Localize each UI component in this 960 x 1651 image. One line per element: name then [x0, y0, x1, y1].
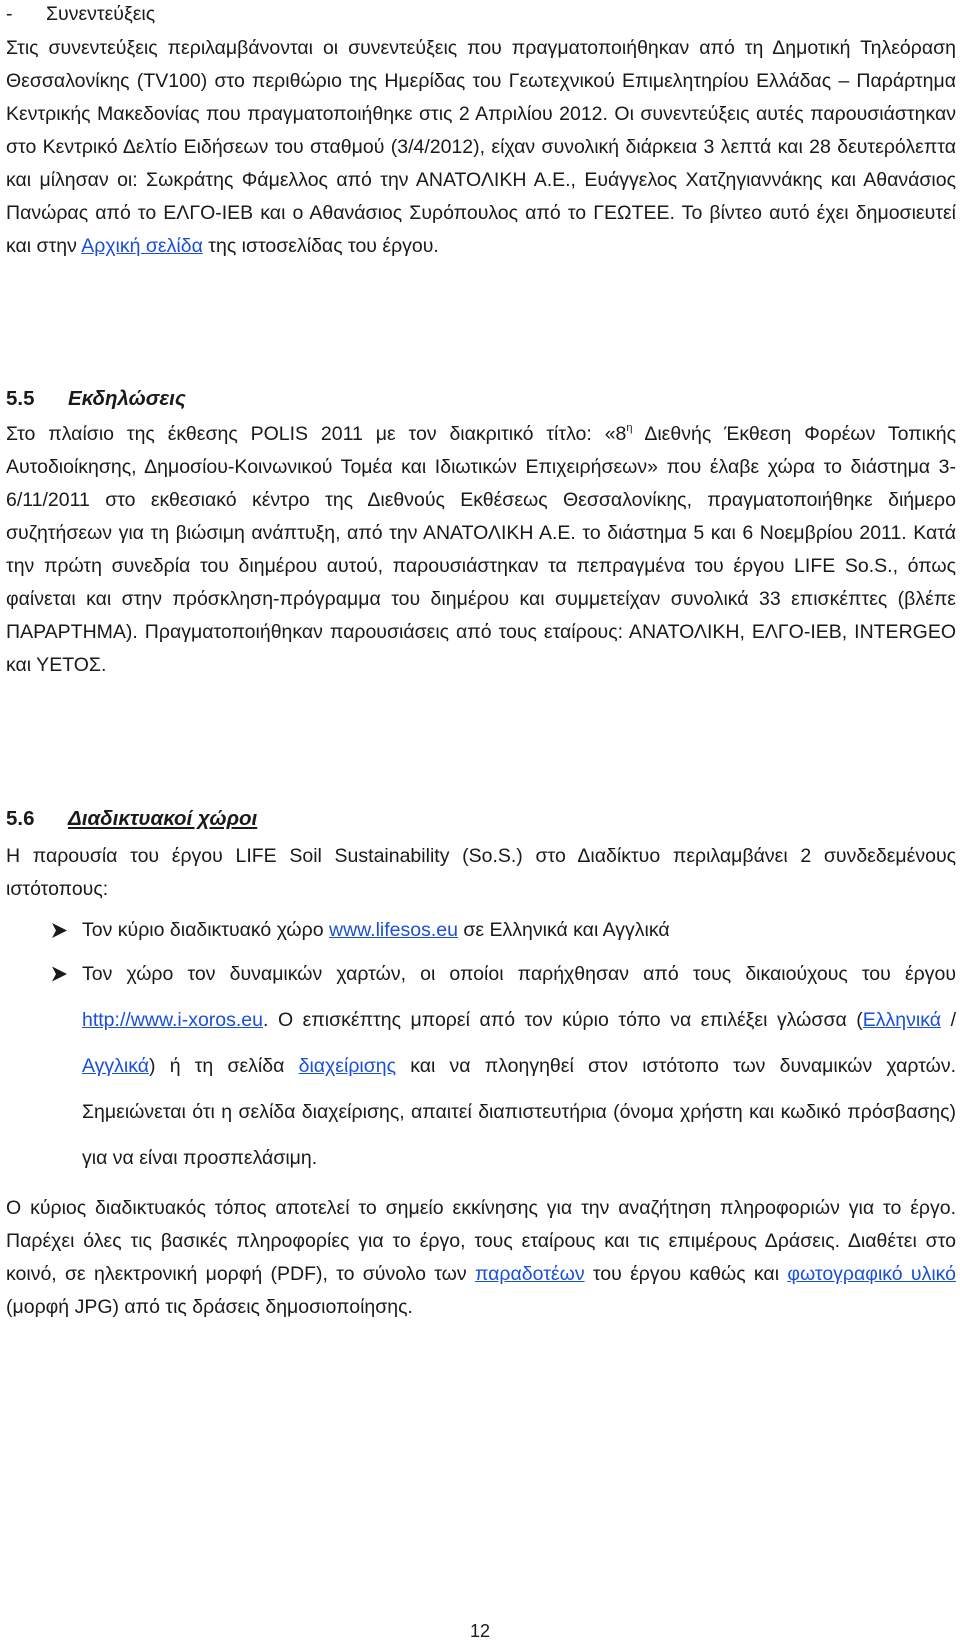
events-text-b: Διεθνής Έκθεση Φορέων Τοπικής Αυτοδιοίκησης, Δημοσίου-Κοινωνικού Τομέα και Ιδιωτικών Επιχειρήσεων» που έλαβε χώρα το διάστημα 3-6/11/2011 στο εκθεσιακό κέντρο της Διεθνούς Εκθέσεως Θεσσαλονίκης, πραγματοποιήθηκε διήμερο συζητήσεων για τη βιώσιμη ανάπτυξη, από την ΑΝΑΤΟΛΙΚΗ Α.Ε. το διάστημα 5 και 6 Νοεμβρίου 2011. Κατά την πρώτη συνεδρία του διημέρου αυτού, παρουσιάστηκαν τα πεπραγμένα του έργου LIFE So.S., όπως φαίνεται και στην πρόσκληση-πρόγραμμα του διημέρου και συμμετείχαν συνολικά 33 επισκέπτες (βλέπε ΠΑΡΑΡΤΗΜΑ). Πραγματοποιήθηκαν παρουσιάσεις από τους εταίρους: ΑΝΑΤΟΛΙΚΗ, ΕΛΓΟ-ΙΕΒ, INTERGEO και ΥΕΤΟΣ. [6, 423, 957, 676]
deliverables-link[interactable]: παραδοτέων [474, 1263, 585, 1285]
arrowhead-bullet-icon [50, 914, 74, 947]
main-site-paragraph [6, 1192, 956, 1324]
section-5-5-number: 5.5 [6, 387, 35, 410]
section-5-6-heading [6, 802, 956, 836]
section-5-6-title: Διαδικτυακοί χώροι [68, 807, 258, 830]
events-paragraph [6, 418, 956, 682]
language-separator: / [950, 1009, 956, 1031]
bullet-2-text-c: ) ή τη σελίδα [149, 1055, 285, 1077]
lifesos-link[interactable]: www.lifesos.eu [329, 919, 458, 941]
bullet-2-text-a: Τον χώρο τον δυναμικών χαρτών, οι οποίοι παρήχθησαν από τους δικαιούχους του έργου [82, 963, 956, 985]
closing-text-a: Ο κύριος διαδικτυακός τόπος αποτελεί το σημείο εκκίνησης για την αναζήτηση πληροφοριών για το έργο. Παρέχει όλες τις βασικές πληροφορίες για το έργο, τους εταίρους και τις επιμέρους Δράσεις. Διαθέτει στο κοινό, σε ηλεκτρονική μορφή (PDF), το σύνολο των [6, 1197, 956, 1285]
english-language-link[interactable]: Αγγλικά [82, 1055, 150, 1077]
photo-material-link[interactable]: φωτογραφικό υλικό [787, 1263, 957, 1285]
bullet-1-text-b: σε Ελληνικά και Αγγλικά [463, 919, 670, 941]
interviews-title: Συνεντεύξεις [46, 3, 156, 25]
bullet-2-text-d: και να πλοηγηθεί στον ιστότοπο των δυναμικών χαρτών. Σημειώνεται ότι η σελίδα διαχείρισης, απαιτεί διαπιστευτήρια (όνομα χρήστη και κωδικό πρόσβασης) για να είναι προσπελάσιμη. [82, 1055, 957, 1169]
websites-intro-text: Η παρουσία του έργου LIFE Soil Sustainability (So.S.) στο Διαδίκτυο περιλαμβάνει 2 συνδεδεμένους ιστότοπους: [6, 845, 956, 900]
homepage-link[interactable]: Αρχική σελίδα [81, 235, 203, 257]
closing-text-b: του έργου καθώς και [592, 1263, 780, 1285]
websites-intro [6, 840, 956, 906]
interviews-text: Στις συνεντεύξεις περιλαμβάνονται οι συνεντεύξεις που πραγματοποιήθηκαν από τη Δημοτική Τηλεόραση Θεσσαλονίκης (TV100) στο περιθώριο της Ημερίδας του Γεωτεχνικού Επιμελητηρίου Ελλάδας – Παράρτημα Κεντρικής Μακεδονίας που πραγματοποιήθηκε στις 2 Απριλίου 2012. Οι συνεντεύξεις αυτές παρουσιάστηκαν στο Κεντρικό Δελτίο Ειδήσεων του σταθμού (3/4/2012), είχαν συνολική διάρκεια 3 λεπτά και 28 δευτερόλεπτα και μίλησαν οι: Σωκράτης Φάμελλος από την ΑΝΑΤΟΛΙΚΗ Α.Ε., Ευάγγελος Χατζηγιαννάκης και Αθανάσιος Πανώρας από το ΕΛΓΟ-ΙΕΒ και ο Αθανάσιος Συρόπουλος από το ΓΕΩΤΕΕ. Το βίντεο αυτό έχει δημοσιευτεί και στην [6, 37, 956, 257]
section-5-6-number: 5.6 [6, 807, 35, 830]
page-number: 12 [469, 1621, 491, 1641]
section-5-5-heading [6, 382, 956, 416]
i-xoros-link[interactable]: http://www.i-xoros.eu [82, 1009, 263, 1031]
closing-text-c: (μορφή JPG) από τις δράσεις δημοσιοποίησης. [6, 1296, 413, 1318]
list-item [0, 914, 960, 947]
interviews-text-end: της ιστοσελίδας του έργου. [208, 235, 439, 257]
section-5-5-title: Εκδηλώσεις [68, 387, 186, 410]
interviews-paragraph [6, 32, 956, 263]
list-item [0, 951, 960, 1181]
bullet-1-text-a: Τον κύριο διαδικτυακό χώρο [82, 919, 324, 941]
interviews-heading [6, 0, 956, 31]
ordinal-superscript: η [626, 422, 633, 434]
dash-marker: - [6, 3, 13, 25]
websites-bullet-list [0, 914, 960, 1181]
arrowhead-bullet-icon [50, 951, 74, 997]
events-text-a: Στο πλαίσιο της έκθεσης POLIS 2011 με τον διακριτικό τίτλο: «8 [6, 423, 627, 445]
admin-page-link[interactable]: διαχείρισης [298, 1055, 397, 1077]
greek-language-link[interactable]: Ελληνικά [862, 1009, 942, 1031]
bullet-2-text-b: . Ο επισκέπτης μπορεί από τον κύριο τόπο να επιλέξει γλώσσα ( [262, 1009, 863, 1031]
